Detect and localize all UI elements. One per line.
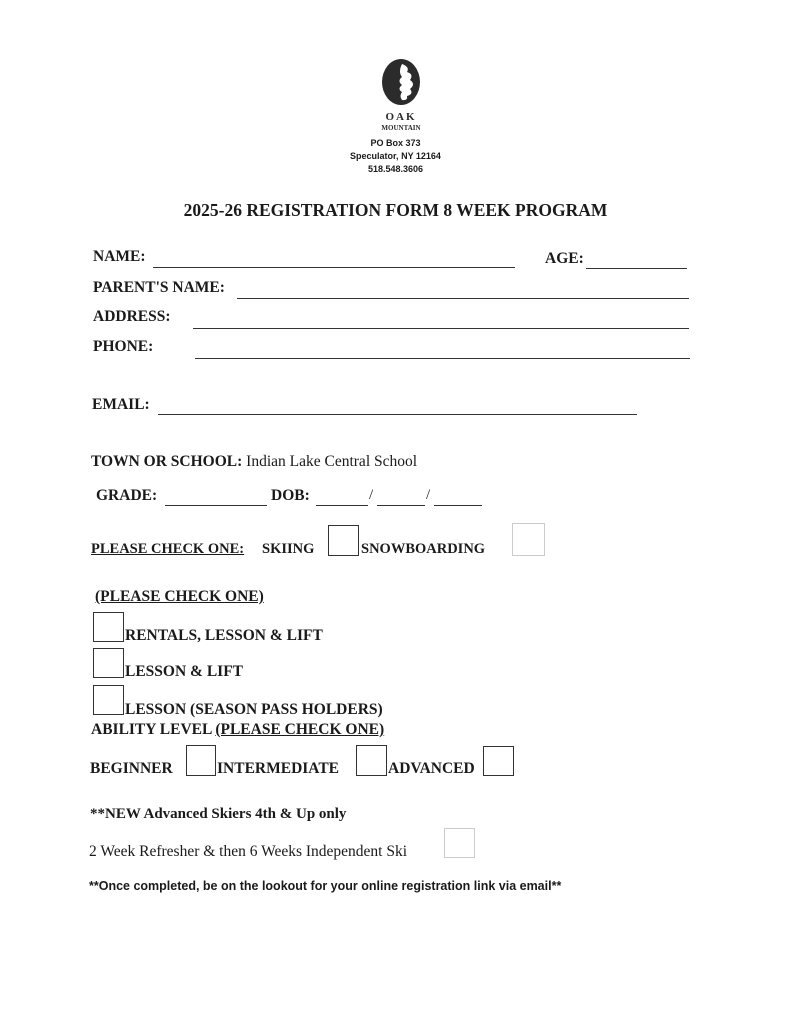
sport-prompt: PLEASE CHECK ONE: xyxy=(91,541,245,557)
oak-mountain-logo xyxy=(378,58,424,136)
dob-year-field[interactable] xyxy=(434,505,482,506)
phone-field[interactable] xyxy=(195,358,690,359)
po-box: PO Box 373 xyxy=(370,138,421,148)
dob-month-field[interactable] xyxy=(316,505,368,506)
svg-text:OAK: OAK xyxy=(385,111,417,123)
email-label: EMAIL: xyxy=(92,396,150,413)
refresher-checkbox[interactable] xyxy=(444,828,475,858)
ability-level-prompt: (PLEASE CHECK ONE) xyxy=(215,721,385,738)
rentals-lesson-lift-checkbox[interactable] xyxy=(93,612,124,642)
grade-field[interactable] xyxy=(165,505,267,506)
dob-label: DOB: xyxy=(271,487,310,504)
town-school-label: TOWN OR SCHOOL: xyxy=(91,453,243,470)
refresher-option-label: 2 Week Refresher & then 6 Weeks Independent Ski xyxy=(89,843,408,860)
dob-day-field[interactable] xyxy=(377,505,425,506)
lesson-season-pass-checkbox[interactable] xyxy=(93,685,124,715)
address-field[interactable] xyxy=(193,328,689,329)
town-school-row xyxy=(91,453,417,471)
age-label: AGE: xyxy=(545,250,584,267)
city-state: Speculator, NY 12164 xyxy=(350,151,441,161)
email-field[interactable] xyxy=(158,414,637,415)
intermediate-checkbox[interactable] xyxy=(356,745,387,776)
name-field[interactable] xyxy=(153,267,515,268)
beginner-label: BEGINNER xyxy=(90,760,173,777)
intermediate-label: INTERMEDIATE xyxy=(217,760,340,777)
phone-number: 518.548.3606 xyxy=(367,164,424,174)
grade-label: GRADE: xyxy=(96,487,158,504)
age-field[interactable] xyxy=(586,268,687,269)
lesson-lift-checkbox[interactable] xyxy=(93,648,124,678)
parent-name-field[interactable] xyxy=(237,298,689,299)
dob-separator: / xyxy=(369,487,374,503)
town-school-value[interactable]: Indian Lake Central School xyxy=(246,453,418,470)
svg-text:MOUNTAIN: MOUNTAIN xyxy=(381,124,421,132)
ability-level-label: ABILITY LEVEL xyxy=(91,721,212,738)
form-title: 2025-26 REGISTRATION FORM 8 WEEK PROGRAM xyxy=(183,200,608,220)
skiing-checkbox[interactable] xyxy=(328,525,359,556)
dob-separator: / xyxy=(426,487,431,503)
lesson-season-pass-label: LESSON (SEASON PASS HOLDERS) xyxy=(125,701,383,718)
parent-name-label: PARENT'S NAME: xyxy=(93,279,225,296)
skiing-label: SKIING xyxy=(262,541,315,557)
lesson-lift-label: LESSON & LIFT xyxy=(125,663,244,680)
beginner-checkbox[interactable] xyxy=(186,745,216,776)
rentals-lesson-lift-label: RENTALS, LESSON & LIFT xyxy=(125,627,323,644)
snowboarding-checkbox[interactable] xyxy=(512,523,545,556)
address-label: ADDRESS: xyxy=(93,308,171,325)
name-label: NAME: xyxy=(93,248,146,265)
snowboarding-label: SNOWBOARDING xyxy=(361,541,486,557)
advanced-label: ADVANCED xyxy=(388,760,475,777)
ability-level-row xyxy=(91,721,384,739)
advanced-checkbox[interactable] xyxy=(483,746,514,776)
new-program-heading: **NEW Advanced Skiers 4th & Up only xyxy=(90,806,347,822)
phone-label: PHONE: xyxy=(93,338,154,355)
address-block xyxy=(0,137,791,176)
footer-note: **Once completed, be on the lookout for your online registration link via email** xyxy=(89,879,562,893)
package-prompt: (PLEASE CHECK ONE) xyxy=(95,588,264,605)
